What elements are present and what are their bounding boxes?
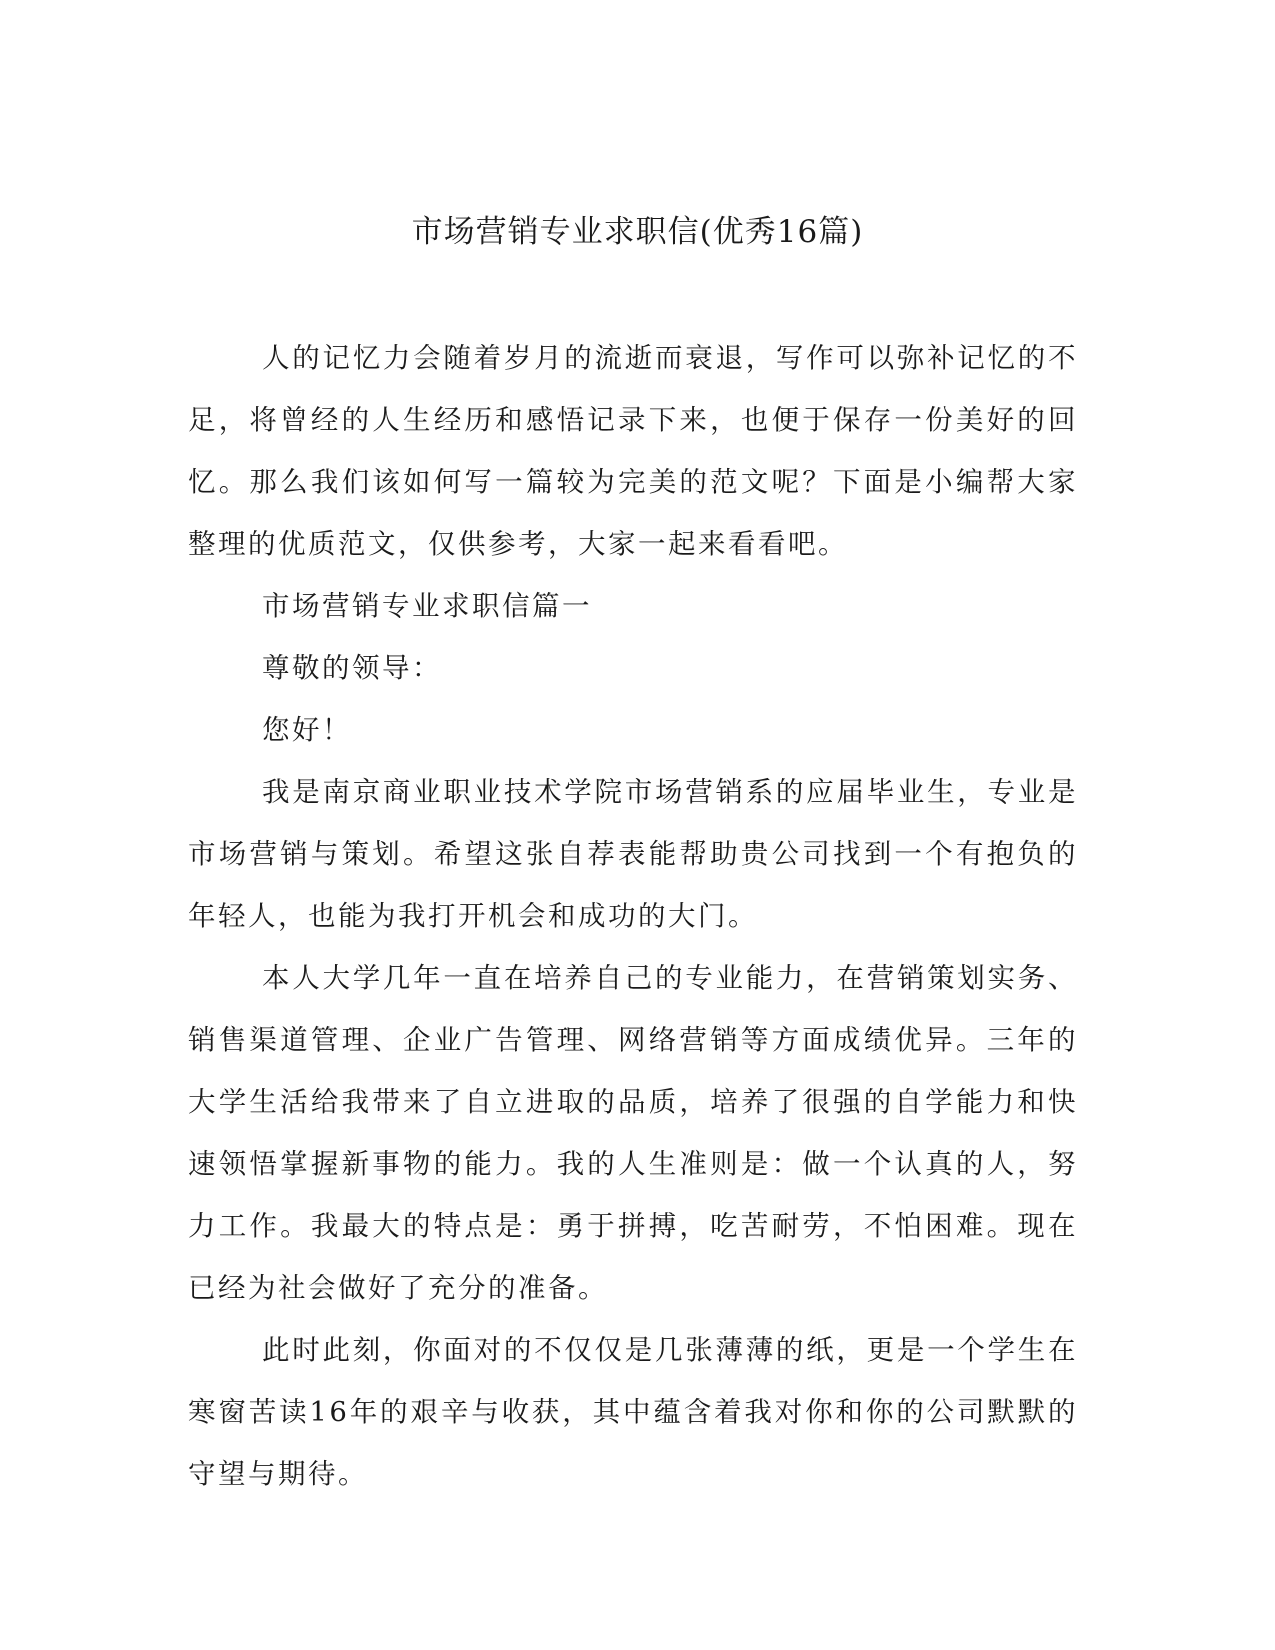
document-title: 市场营销专业求职信(优秀16篇) (411, 214, 864, 250)
letter-paragraph: 此时此刻，你面对的不仅仅是几张薄薄的纸，更是一个学生在寒窗苦读16年的艰辛与收获，其中蕴含着我对你和你的公司默默的守望与期待。 (188, 1334, 1078, 1490)
greeting: 您好！ (262, 714, 352, 746)
document-body (188, 327, 1078, 1505)
section-heading: 市场营销专业求职信篇一 (262, 590, 592, 622)
letter-paragraph: 本人大学几年一直在培养自己的专业能力，在营销策划实务、销售渠道管理、企业广告管理、网络营销等方面成绩优异。三年的大学生活给我带来了自立进取的品质，培养了很强的自学能力和快速领悟掌握新事物的能力。我的人生准则是：做一个认真的人，努力工作。我最大的特点是：勇于拼搏，吃苦耐劳，不怕困难。现在已经为社会做好了充分的准备。 (188, 962, 1078, 1304)
letter-paragraph: 我是南京商业职业技术学院市场营销系的应届毕业生，专业是市场营销与策划。希望这张自荐表能帮助贵公司找到一个有抱负的年轻人，也能为我打开机会和成功的大门。 (188, 776, 1078, 932)
salutation: 尊敬的领导： (262, 652, 442, 684)
intro-paragraph: 人的记忆力会随着岁月的流逝而衰退，写作可以弥补记忆的不足，将曾经的人生经历和感悟记录下来，也便于保存一份美好的回忆。那么我们该如何写一篇较为完美的范文呢？下面是小编帮大家整理的优质范文，仅供参考，大家一起来看看吧。 (188, 342, 1078, 560)
